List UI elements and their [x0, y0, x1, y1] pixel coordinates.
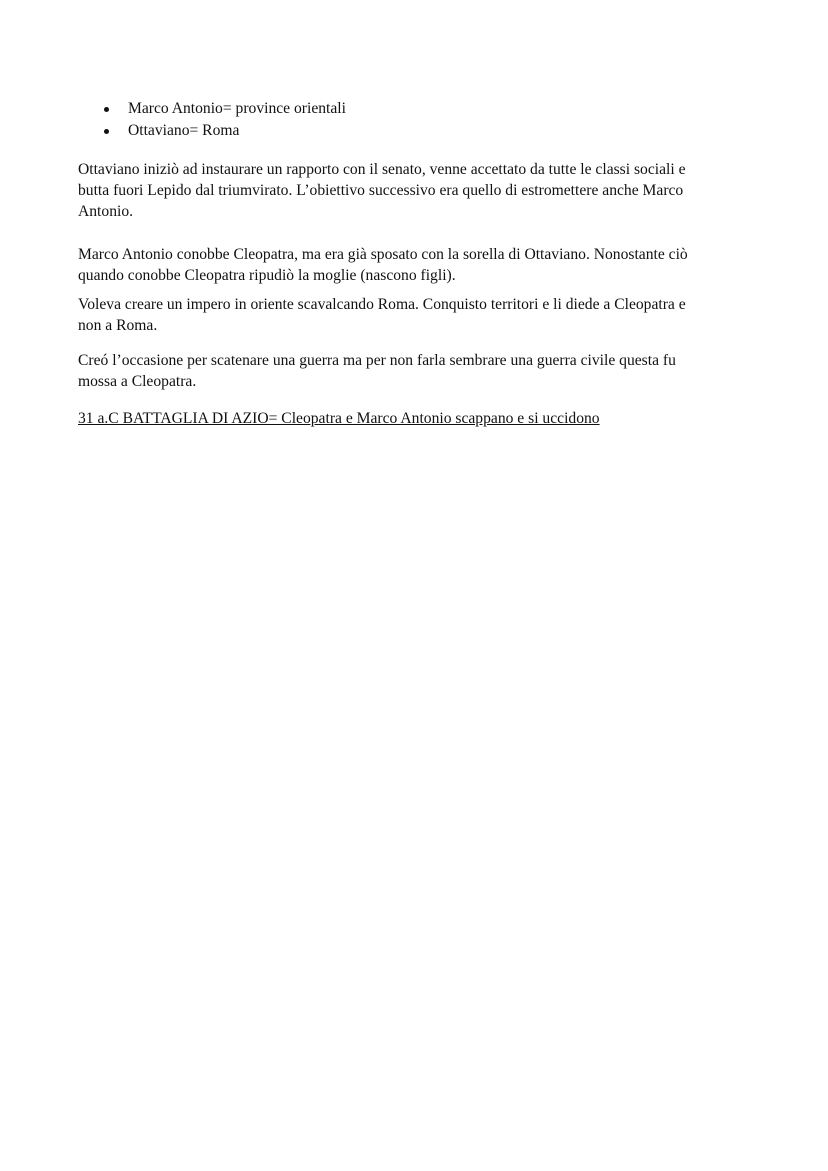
paragraph-line: butta fuori Lepido dal triumvirato. L’obiettivo successivo era quello di estromettere anche Marco	[78, 182, 684, 199]
bullet-dot-icon	[104, 107, 109, 112]
bullet-text: Ottaviano= Roma	[128, 122, 240, 139]
paragraph-line: Ottaviano iniziò ad instaurare un rapporto con il senato, venne accettato da tutte le classi sociali e	[78, 161, 686, 178]
bullet-list	[100, 98, 346, 142]
list-item	[100, 98, 346, 120]
paragraph-ottaviano-senato	[78, 159, 748, 222]
list-item	[100, 120, 346, 142]
paragraph-marco-antonio-cleopatra	[78, 244, 748, 286]
bullet-dot-icon	[104, 129, 109, 134]
paragraph-line: mossa a Cleopatra.	[78, 373, 197, 390]
paragraph-line: 31 a.C BATTAGLIA DI AZIO= Cleopatra e Marco Antonio scappano e si uccidono	[78, 410, 600, 427]
paragraph-line: Antonio.	[78, 203, 134, 220]
paragraph-impero-oriente	[78, 294, 748, 336]
paragraph-line: Voleva creare un impero in oriente scavalcando Roma. Conquisto territori e li diede a Cleopatra e	[78, 296, 686, 313]
paragraph-line: non a Roma.	[78, 317, 158, 334]
paragraph-line: Marco Antonio conobbe Cleopatra, ma era già sposato con la sorella di Ottaviano. Nonostante ciò	[78, 246, 688, 263]
paragraph-line: quando conobbe Cleopatra ripudiò la moglie (nascono figli).	[78, 267, 456, 284]
paragraph-battaglia-azio	[78, 408, 748, 429]
paragraph-guerra	[78, 350, 748, 392]
bullet-text: Marco Antonio= province orientali	[128, 100, 346, 117]
paragraph-line: Creó l’occasione per scatenare una guerra ma per non farla sembrare una guerra civile questa fu	[78, 352, 676, 369]
